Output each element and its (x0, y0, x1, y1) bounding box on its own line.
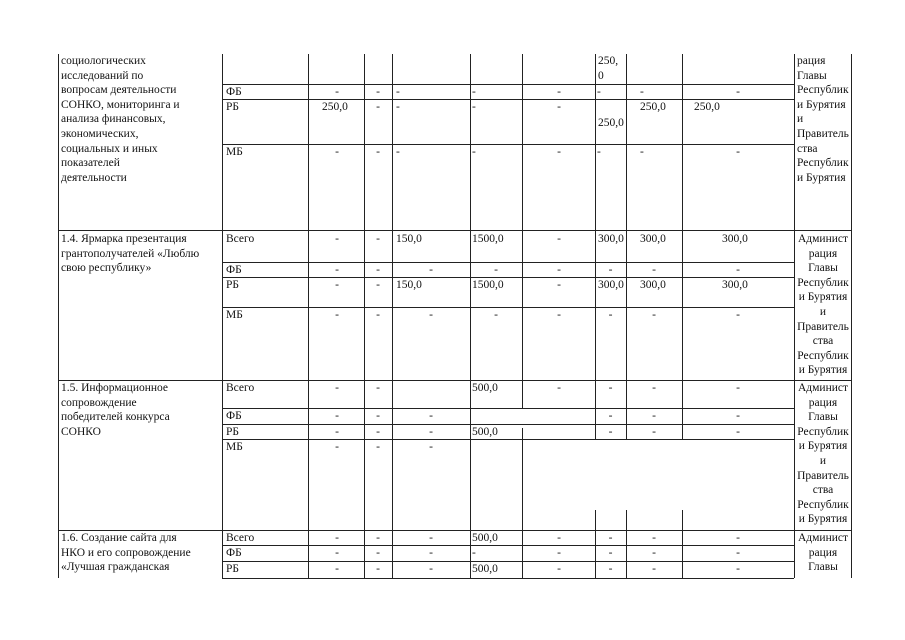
table-cell-value: 1500,0 (472, 233, 504, 245)
activity-name-line: показателей (61, 157, 120, 170)
funding-source-label: МБ (226, 309, 243, 321)
funding-source-label: ФБ (226, 86, 242, 98)
table-cell-value: - (429, 264, 433, 276)
responsible-line: ства (812, 335, 834, 348)
activity-name-line: свою республику» (61, 262, 152, 275)
table-cell-value: - (597, 146, 601, 158)
table-cell-value: - (557, 86, 561, 98)
table-cell-value: 500,0 (472, 382, 498, 394)
table-cell-value: - (396, 146, 400, 158)
table-vertical-rule (682, 54, 683, 440)
responsible-line: и Бурятия (798, 364, 848, 377)
table-cell-value: - (597, 86, 601, 98)
table-cell-value: - (429, 547, 433, 559)
table-cell-value: - (557, 101, 561, 113)
table-cell-value: - (736, 547, 740, 559)
funding-source-label: ФБ (226, 264, 242, 276)
responsible-line: и Бурятия (798, 440, 848, 453)
table-cell-value: - (736, 382, 740, 394)
activity-name-line: социальных и иных (61, 142, 158, 155)
table-cell-value: 300,0 (598, 233, 624, 245)
table-cell-value: - (335, 264, 339, 276)
table-cell-value: - (376, 547, 380, 559)
activity-name-line: 1.4. Ярмарка презентация (61, 233, 187, 245)
table-cell-value: - (557, 264, 561, 276)
table-cell-value: - (640, 86, 644, 98)
table-cell-value: - (557, 563, 561, 575)
responsible-line: рация (808, 247, 838, 260)
table-cell-value: 300,0 (640, 279, 666, 291)
responsible-line: Республик (797, 276, 849, 289)
table-cell-value: - (335, 309, 339, 321)
table-cell-value: - (736, 146, 740, 158)
responsible-line: Админист (797, 233, 849, 245)
table-cell-value: - (396, 86, 400, 98)
activity-name-line: вопросам деятельности (61, 84, 177, 97)
table-cell-value: - (376, 101, 380, 113)
activity-name-line: СОНКО (61, 425, 101, 438)
table-cell-value: - (376, 86, 380, 98)
table-cell-value: 150,0 (396, 233, 422, 245)
responsible-line: Правитель (797, 320, 849, 333)
table-cell-value: 500,0 (472, 532, 498, 544)
funding-source-label: Всего (226, 382, 255, 394)
table-cell-value: - (335, 547, 339, 559)
responsible-line: и (797, 113, 804, 126)
table-cell-value: - (608, 264, 613, 276)
table-cell-value: - (557, 382, 561, 394)
funding-source-label: ФБ (226, 547, 242, 559)
table-horizontal-rule (222, 578, 794, 579)
responsible-line: Админист (797, 532, 849, 544)
responsible-line: Правитель (797, 469, 849, 482)
table-cell-value: 500,0 (472, 563, 498, 575)
table-cell-value: - (652, 426, 656, 438)
table-cell-value: - (472, 101, 476, 113)
table-cell-value: 250, (598, 55, 619, 67)
activity-name-line: деятельности (61, 171, 127, 184)
table-cell-value: - (557, 309, 561, 321)
table-vertical-rule (682, 510, 683, 578)
responsible-line: Республик (797, 349, 849, 362)
table-cell-value: - (376, 441, 380, 453)
table-vertical-rule (794, 54, 795, 578)
table-cell-value: - (376, 233, 380, 245)
activity-name-line: социологических (61, 55, 146, 67)
table-cell-value: - (494, 309, 498, 321)
table-cell-value: - (608, 382, 613, 394)
table-cell-value: - (376, 563, 380, 575)
responsible-line: ства (812, 484, 834, 497)
table-cell-value: - (608, 426, 613, 438)
table-cell-value: - (736, 86, 740, 98)
table-vertical-rule (308, 54, 309, 578)
responsible-line: Админист (797, 382, 849, 394)
activity-name-line: 1.6. Создание сайта для (61, 532, 177, 544)
table-horizontal-rule (58, 230, 851, 231)
table-cell-value: - (736, 410, 740, 422)
table-cell-value: - (472, 86, 476, 98)
table-cell-value: - (736, 532, 740, 544)
table-cell-value: - (652, 563, 656, 575)
activity-name-line: 1.5. Информационное (61, 382, 169, 394)
table-cell-value: - (557, 547, 561, 559)
responsible-line: Главы (808, 262, 838, 275)
activity-name-line: сопровождение (61, 396, 137, 409)
activity-name-line: экономических, (61, 128, 139, 140)
table-cell-value: - (396, 101, 400, 113)
table-cell-value: - (376, 410, 380, 422)
table-cell-value: - (429, 410, 433, 422)
table-cell-value: - (557, 279, 561, 291)
funding-source-label: МБ (226, 441, 243, 453)
activity-name-line: НКО и его сопровождение (61, 546, 191, 559)
table-cell-value: - (557, 532, 561, 544)
table-cell-value: - (652, 547, 656, 559)
table-cell-value: - (736, 264, 740, 276)
table-cell-value: - (608, 309, 613, 321)
table-cell-value: - (376, 146, 380, 158)
table-cell-value: - (335, 86, 339, 98)
responsible-line: Республик (797, 498, 849, 511)
responsible-line: и Бурятия (797, 171, 846, 184)
responsible-line: Главы (808, 411, 838, 424)
responsible-line: Республик (797, 425, 849, 438)
table-cell-value: - (376, 279, 380, 291)
table-cell-value: - (608, 410, 613, 422)
table-cell-value: - (335, 233, 339, 245)
activity-name-line: «Лучшая гражданская (61, 561, 170, 574)
funding-source-label: РБ (226, 426, 239, 438)
table-cell-value: - (652, 309, 656, 321)
table-cell-value: - (652, 264, 656, 276)
table-cell-value: - (335, 532, 339, 544)
table-cell-value: - (472, 547, 476, 559)
table-cell-value: - (376, 309, 380, 321)
table-cell-value: 250,0 (322, 101, 348, 113)
table-cell-value: 300,0 (722, 279, 748, 291)
responsible-line: и (819, 455, 827, 467)
funding-source-label: Всего (226, 233, 255, 245)
table-cell-value: - (640, 146, 644, 158)
table-cell-value: 0 (598, 69, 604, 82)
activity-name-line: исследований по (61, 69, 144, 82)
table-cell-value: - (376, 382, 380, 394)
table-cell-value: 300,0 (722, 233, 748, 245)
table-vertical-rule (222, 54, 223, 578)
responsible-line: Правитель (797, 128, 849, 140)
table-cell-value: - (608, 532, 613, 544)
table-cell-value: - (608, 547, 613, 559)
table-cell-value: - (736, 309, 740, 321)
table-cell-value: 150,0 (396, 279, 422, 291)
table-vertical-rule (522, 428, 523, 578)
table-cell-value: - (376, 264, 380, 276)
table-cell-value: - (736, 563, 740, 575)
table-cell-value: - (557, 146, 561, 158)
responsible-line: ства (797, 142, 818, 155)
responsible-line: Республик (797, 157, 849, 170)
table-cell-value: 300,0 (598, 279, 624, 291)
table-cell-value: - (335, 441, 339, 453)
responsible-line: и Бурятия (797, 98, 846, 111)
table-cell-value: - (376, 426, 380, 438)
funding-source-label: ФБ (226, 410, 242, 422)
table-cell-value: 250,0 (640, 101, 666, 113)
table-cell-value: 250,0 (598, 117, 624, 129)
table-cell-value: - (429, 441, 433, 453)
table-cell-value: - (652, 382, 656, 394)
table-cell-value: - (429, 309, 433, 321)
responsible-line: рация (797, 55, 826, 67)
responsible-line: Главы (808, 561, 838, 574)
table-cell-value: - (335, 146, 339, 158)
funding-source-label: Всего (226, 532, 255, 544)
responsible-line: рация (808, 546, 838, 559)
responsible-line: Главы (797, 69, 827, 82)
responsible-line: и Бурятия (798, 291, 848, 304)
table-cell-value: - (376, 532, 380, 544)
table-cell-value: - (652, 532, 656, 544)
table-cell-value: 300,0 (640, 233, 666, 245)
table-cell-value: - (335, 410, 339, 422)
table-cell-value: - (608, 563, 613, 575)
table-cell-value: 500,0 (472, 426, 498, 438)
table-cell-value: - (335, 563, 339, 575)
table-cell-value: - (335, 426, 339, 438)
table-cell-value: - (335, 382, 339, 394)
funding-source-label: РБ (226, 101, 239, 113)
funding-source-label: РБ (226, 279, 239, 291)
funding-source-label: МБ (226, 146, 243, 158)
table-cell-value: - (736, 426, 740, 438)
table-cell-value: - (335, 279, 339, 291)
table-cell-value: - (494, 264, 498, 276)
table-cell-value: - (429, 563, 433, 575)
responsible-line: и (819, 306, 827, 318)
activity-name-line: победителей конкурса (61, 411, 170, 424)
activity-name-line: СОНКО, мониторинга и (61, 98, 180, 111)
table-vertical-rule (58, 54, 59, 578)
table-vertical-rule (851, 54, 852, 578)
table-cell-value: - (429, 426, 433, 438)
responsible-line: рация (808, 396, 838, 409)
table-vertical-rule (522, 54, 523, 408)
activity-name-line: анализа финансовых, (61, 113, 166, 126)
table-cell-value: 250,0 (694, 101, 720, 113)
table-cell-value: - (652, 410, 656, 422)
funding-source-label: РБ (226, 563, 239, 575)
table-cell-value: - (557, 233, 561, 245)
table-cell-value: - (472, 146, 476, 158)
responsible-line: Республик (797, 84, 849, 97)
activity-name-line: грантополучателей «Люблю (61, 247, 200, 260)
table-cell-value: 1500,0 (472, 279, 504, 291)
responsible-line: и Бурятия (798, 513, 848, 526)
table-cell-value: - (429, 532, 433, 544)
